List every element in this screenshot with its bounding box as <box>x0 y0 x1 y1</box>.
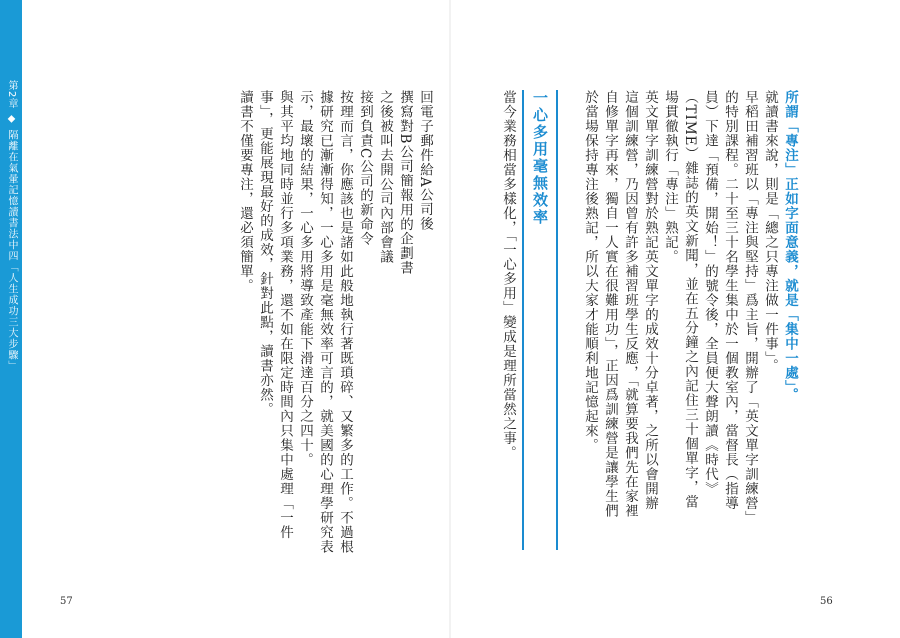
left-paragraph-3: 讀書不僅要專注，還必須簡單。 <box>237 90 253 293</box>
right-paragraph-3: 英文單字訓練營對於熟記英文單字的成效十分卓著，之所以會開辦這個訓練營，乃因曾有許多補習班學生反應，「就算要我們先在家裡自修單字再來，獨自一人實在很難用功」，正因爲訓練營是讓學生們於當場保持專注後熟記，所以大家才能順利地記憶起來。 <box>582 90 658 519</box>
left-page <box>85 90 435 560</box>
task-list-item: 之後被叫去開公司內部會議 <box>377 90 393 264</box>
chapter-sidebar <box>0 0 22 638</box>
task-list-item: 接到負責C公司的新命令 <box>357 90 373 247</box>
left-paragraph-1: 按理而言，你應該也是諸如此般地執行著既瑣碎、又繁多的工作。不過根據研究已漸漸得知，一心多用是毫無效率可言的，就美國的心理學研究表示，最壞的結果，一心多用將導致產能下滑達百分之四十。 <box>297 90 353 554</box>
page-number-left: 57 <box>60 596 73 607</box>
task-list-item: 回電子郵件給A公司後 <box>417 90 433 232</box>
chapter-sidebar-label: 第2章 ◆ 隔離在氣暈記憶讀書法中四「人生成功三大步驟」 <box>6 80 17 372</box>
page-gutter <box>449 0 451 638</box>
right-page <box>455 90 800 520</box>
right-paragraph-1: 就讀書來說，則是「總之只專注做一件事」。 <box>762 90 778 374</box>
page-number-right: 56 <box>820 596 833 607</box>
section-title: 一心多用毫無效率 <box>522 90 558 550</box>
left-paragraph-2: 與其平均地同時並行多項業務，還不如在限定時間內只集中處理「一件事」，更能展現最好的成效，針對此點，讀書亦然。 <box>257 90 293 540</box>
right-paragraph-2: 早稻田補習班以「專注與堅持」爲主旨，開辦了「英文單字訓練營」的特別課程。二十至三十名學生集中於一個教室內，當督長（指導員）下達「預備，開始！」的號令後，全員便大聲朗讀《時代》（TIME）雜誌的英文新聞，並在五分鐘之內記住三十個單字，當場貫徹執行「專注」熟記。 <box>662 90 758 519</box>
right-page-heading: 所謂「專注」正如字面意義，就是「集中一處」。 <box>782 90 798 403</box>
task-list-item: 撰寫對B公司簡報用的企劃書 <box>397 90 413 275</box>
right-paragraph-4: 當今業務相當多樣化，「一心多用」變成是理所當然之事。 <box>500 90 516 461</box>
